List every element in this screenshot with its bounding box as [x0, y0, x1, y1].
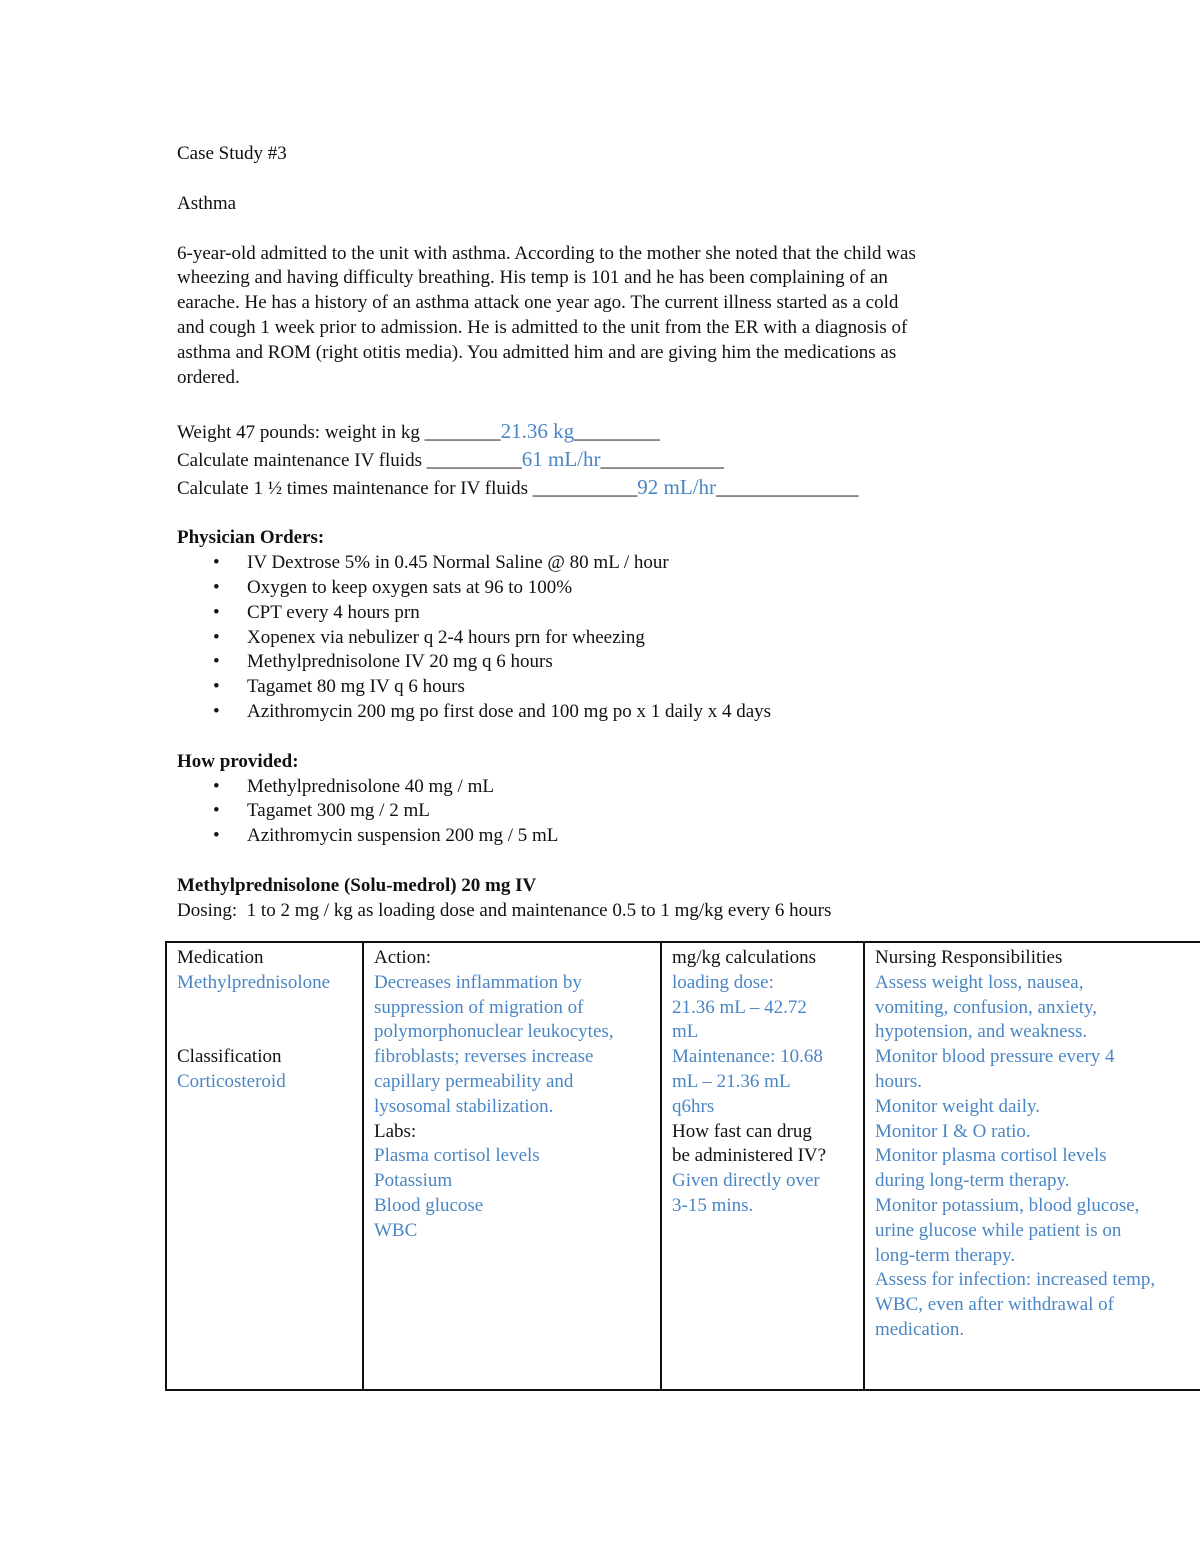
maintenance-answer: 61 mL/hr	[521, 447, 601, 472]
nursing-header: Nursing Responsibilities	[875, 947, 1063, 968]
order-item: • Tagamet 80 mg IV q 6 hours	[177, 675, 1200, 700]
order-item: • CPT every 4 hours prn	[177, 601, 1200, 626]
one-half-maintenance-answer: 92 mL/hr	[637, 475, 717, 500]
scenario-line: asthma and ROM (right otitis media). You admitted him and are giving him the medications as	[177, 341, 897, 363]
action-line: Decreases inflammation by	[374, 971, 582, 993]
scenario-line: earache. He has a history of an asthma attack one year ago. The current illness started as a cold	[177, 292, 899, 314]
bullet-icon: •	[213, 700, 220, 722]
action-line: fibroblasts; reverses increase	[374, 1046, 594, 1068]
action-line: lysosomal stabilization.	[374, 1095, 554, 1117]
nursing-line: Monitor blood pressure every 4	[875, 1046, 1115, 1068]
calc-header: mg/kg calculations	[672, 947, 817, 968]
order-item: • Xopenex via nebulizer q 2-4 hours prn for wheezing	[177, 626, 1200, 651]
nursing-line: Assess weight loss, nausea,	[875, 971, 1084, 993]
calculations-cell	[661, 942, 864, 1390]
medication-table	[165, 941, 1200, 1391]
physician-orders-heading: Physician Orders:	[177, 527, 325, 549]
nursing-line: during long-term therapy.	[875, 1170, 1070, 1192]
nursing-line: Monitor weight daily.	[875, 1095, 1040, 1117]
action-label: Action:	[374, 947, 431, 968]
dosing-text: Dosing: 1 to 2 mg / kg as loading dose and maintenance 0.5 to 1 mg/kg every 6 hours	[177, 899, 832, 921]
nursing-cell	[864, 942, 1200, 1390]
calc-line: q6hrs	[672, 1095, 715, 1117]
calc-line: mL	[672, 1021, 699, 1043]
bullet-icon: •	[213, 775, 220, 797]
lab-item: Potassium	[374, 1170, 453, 1192]
physician-orders-list	[177, 551, 1200, 725]
bullet-icon: •	[213, 676, 220, 698]
iv-answer: 3-15 mins.	[672, 1194, 754, 1216]
how-provided-list	[177, 775, 1200, 849]
calc-line: 21.36 mL – 42.72	[672, 996, 807, 1018]
labs-label: Labs:	[374, 1120, 417, 1142]
order-item: • Azithromycin 200 mg po first dose and 100 mg po x 1 daily x 4 days	[177, 700, 1200, 725]
calc-line: loading dose:	[672, 971, 774, 993]
iv-question: be administered IV?	[672, 1145, 827, 1167]
weight-answer: 21.36 kg	[500, 419, 575, 444]
nursing-line: hours.	[875, 1070, 922, 1092]
nursing-line: long-term therapy.	[875, 1244, 1016, 1266]
provided-item: • Tagamet 300 mg / 2 mL	[177, 799, 1200, 824]
classification-label: Classification	[177, 1046, 282, 1068]
nursing-line: Assess for infection: increased temp,	[875, 1269, 1156, 1291]
calculations-block	[177, 418, 1200, 502]
action-line: capillary permeability and	[374, 1070, 574, 1092]
scenario-line: and cough 1 week prior to admission. He is admitted to the unit from the ER with a diagnosis of	[177, 316, 908, 338]
bullet-icon: •	[213, 576, 220, 598]
order-item: • Methylprednisolone IV 20 mg q 6 hours	[177, 650, 1200, 675]
blank-line: ________	[424, 422, 501, 444]
one-half-maintenance-calculation	[177, 474, 1200, 502]
order-item: • IV Dextrose 5% in 0.45 Normal Saline @ 80 mL / hour	[177, 551, 1200, 576]
nursing-line: Monitor I & O ratio.	[875, 1120, 1031, 1142]
iv-answer: Given directly over	[672, 1170, 820, 1192]
calc-label: Calculate 1 ½ times maintenance for IV fluids	[177, 478, 533, 500]
nursing-line: hypotension, and weakness.	[875, 1021, 1088, 1043]
bullet-icon: •	[213, 651, 220, 673]
how-provided-heading: How provided:	[177, 750, 299, 772]
calc-line: Maintenance: 10.68	[672, 1046, 823, 1068]
case-topic: Asthma	[177, 192, 237, 214]
action-line: polymorphonuclear leukocytes,	[374, 1021, 614, 1043]
weight-calculation	[177, 418, 1200, 446]
maintenance-calculation	[177, 446, 1200, 474]
action-line: suppression of migration of	[374, 996, 584, 1018]
blank-line: __________	[426, 450, 522, 472]
medication-cell	[166, 942, 363, 1390]
nursing-line: Monitor potassium, blood glucose,	[875, 1194, 1140, 1216]
blank-line: _________	[574, 422, 660, 444]
calc-label: Weight 47 pounds: weight in kg	[177, 422, 425, 444]
scenario-line: wheezing and having difficulty breathing. His temp is 101 and he has been complaining of an	[177, 267, 888, 289]
lab-item: Blood glucose	[374, 1194, 484, 1216]
bullet-icon: •	[213, 552, 220, 574]
iv-question: How fast can drug	[672, 1120, 812, 1142]
scenario-paragraph	[177, 242, 1200, 391]
bullet-icon: •	[213, 626, 220, 648]
bullet-icon: •	[213, 800, 220, 822]
blank-line: ___________	[532, 478, 638, 500]
medication-value: Methylprednisolone	[177, 971, 331, 993]
calc-label: Calculate maintenance IV fluids	[177, 450, 427, 472]
scenario-line: ordered.	[177, 366, 240, 388]
bullet-icon: •	[213, 601, 220, 623]
case-study-title: Case Study #3	[177, 143, 287, 164]
provided-item: • Methylprednisolone 40 mg / mL	[177, 775, 1200, 800]
bullet-icon: •	[213, 825, 220, 847]
nursing-line: urine glucose while patient is on	[875, 1219, 1122, 1241]
order-item: • Oxygen to keep oxygen sats at 96 to 100%	[177, 576, 1200, 601]
document-page	[177, 142, 1200, 924]
blank-line: _____________	[600, 450, 724, 472]
drug-heading: Methylprednisolone (Solu-medrol) 20 mg IV	[177, 874, 537, 896]
provided-item: • Azithromycin suspension 200 mg / 5 mL	[177, 824, 1200, 849]
scenario-line: 6-year-old admitted to the unit with asthma. According to the mother she noted that the child was	[177, 242, 916, 264]
nursing-line: medication.	[875, 1318, 965, 1340]
nursing-line: vomiting, confusion, anxiety,	[875, 996, 1097, 1018]
blank-line: _______________	[716, 478, 859, 500]
classification-value: Corticosteroid	[177, 1070, 286, 1092]
nursing-line: Monitor plasma cortisol levels	[875, 1145, 1107, 1167]
action-cell	[363, 942, 661, 1390]
calc-line: mL – 21.36 mL	[672, 1070, 791, 1092]
medication-label: Medication	[177, 947, 264, 968]
nursing-line: WBC, even after withdrawal of	[875, 1294, 1114, 1316]
lab-item: WBC	[374, 1219, 418, 1241]
lab-item: Plasma cortisol levels	[374, 1145, 540, 1167]
